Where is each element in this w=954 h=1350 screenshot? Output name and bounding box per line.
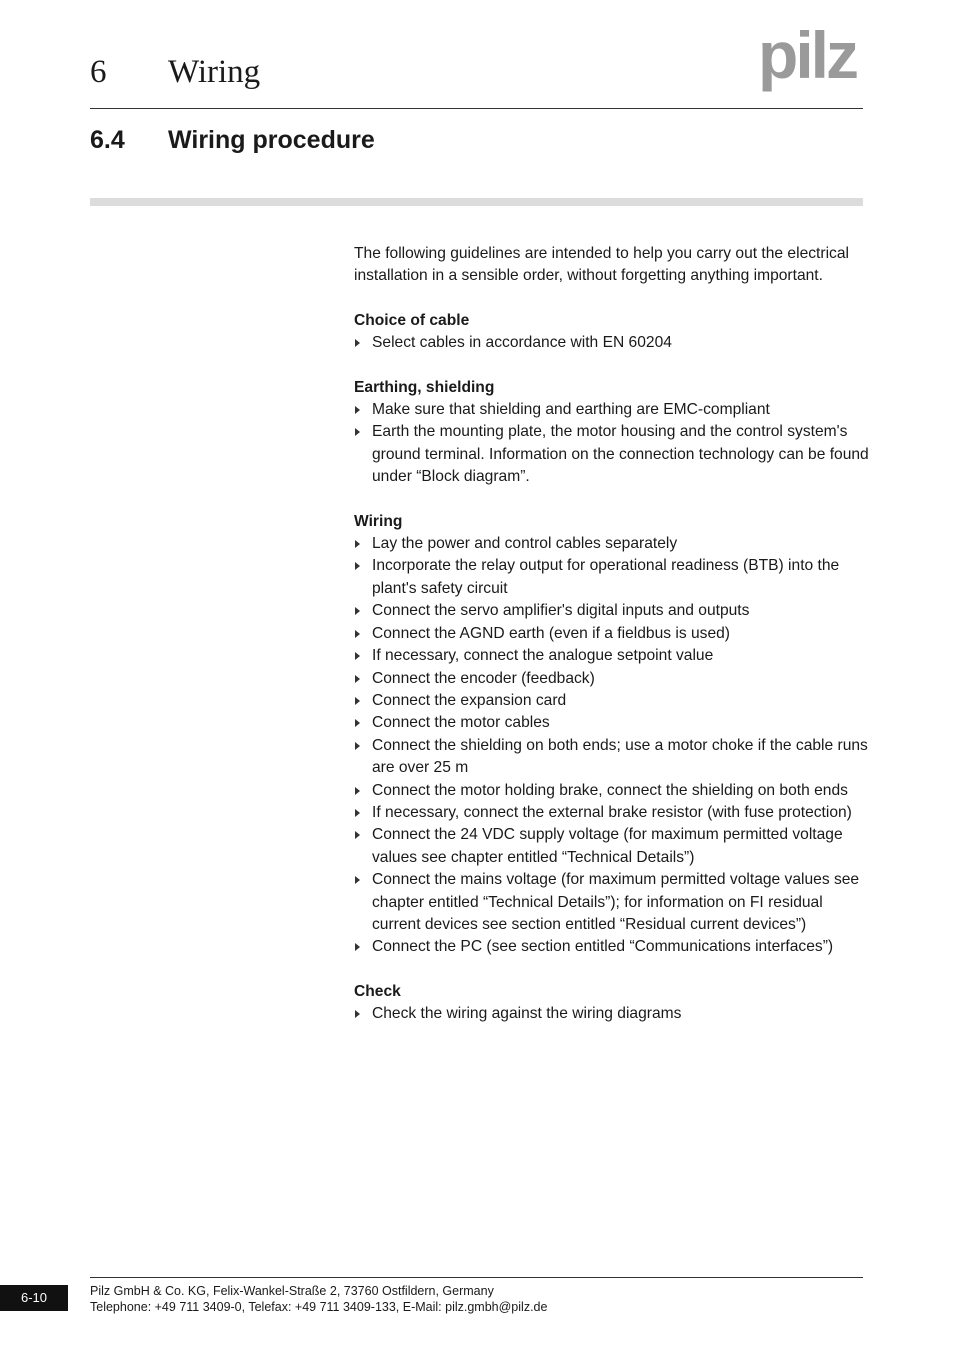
guideline-group <box>354 310 869 355</box>
arrow-bullet-icon <box>355 719 360 727</box>
arrow-bullet-icon <box>355 652 360 660</box>
list-item <box>354 712 869 734</box>
pilz-logo <box>746 26 868 96</box>
arrow-bullet-icon <box>355 540 360 548</box>
chapter-title: Wiring <box>168 54 261 90</box>
list-item-text: Connect the servo amplifier's digital inputs and outputs <box>372 602 750 620</box>
list-item <box>354 824 869 869</box>
list-item <box>354 869 869 936</box>
list-item <box>354 600 869 622</box>
group-heading: Check <box>354 982 401 1000</box>
list-item-text: Connect the expansion card <box>372 691 567 709</box>
arrow-bullet-icon <box>355 428 360 436</box>
list-item <box>354 623 869 645</box>
list-item-text: Connect the AGND earth (even if a fieldbus is used) <box>372 624 730 642</box>
arrow-bullet-icon <box>355 1010 360 1018</box>
section-title: Wiring procedure <box>168 126 375 154</box>
section-number: 6.4 <box>90 126 125 154</box>
list-item <box>354 421 869 488</box>
arrow-bullet-icon <box>355 943 360 951</box>
group-heading: Wiring <box>354 512 403 530</box>
list-item-text: Check the wiring against the wiring diagrams <box>372 1005 682 1023</box>
list-item-text: Connect the encoder (feedback) <box>372 669 595 687</box>
guideline-groups <box>354 310 869 1026</box>
list-item <box>354 1003 869 1025</box>
list-item-text: Select cables in accordance with EN 60204 <box>372 334 672 352</box>
group-heading: Earthing, shielding <box>354 378 495 396</box>
list-item-text: If necessary, connect the external brake resistor (with fuse protection) <box>372 803 852 821</box>
list-item-text: If necessary, connect the analogue setpoint value <box>372 647 714 665</box>
list-item <box>354 690 869 712</box>
bullet-list <box>354 1003 869 1025</box>
list-item-text: Earth the mounting plate, the motor housing and the control system's ground terminal. Information on the connection technology can be found under “Block diagram”. <box>372 423 869 486</box>
list-item <box>354 780 869 802</box>
list-item-text: Connect the mains voltage (for maximum permitted voltage values see chapter entitled “Technical Details”); for information on FI residual current devices see section entitled “Residual current devices”) <box>372 871 860 933</box>
list-item <box>354 645 869 667</box>
arrow-bullet-icon <box>355 742 360 750</box>
bullet-list <box>354 332 869 354</box>
footer-rule <box>90 1277 863 1278</box>
guideline-group <box>354 511 869 959</box>
list-item <box>354 936 869 958</box>
list-item <box>354 735 869 780</box>
arrow-bullet-icon <box>355 562 360 570</box>
list-item-text: Connect the 24 VDC supply voltage (for maximum permitted voltage values see chapter entitled “Technical Details”) <box>372 826 843 866</box>
footer-contact: Telephone: +49 711 3409-0, Telefax: +49 711 3409-133, E-Mail: pilz.gmbh@pilz.de <box>90 1300 548 1314</box>
bullet-list <box>354 533 869 959</box>
list-item <box>354 555 869 600</box>
list-item-text: Incorporate the relay output for operational readiness (BTB) into the plant's safety circuit <box>372 557 840 597</box>
header-rule <box>90 108 863 109</box>
arrow-bullet-icon <box>355 831 360 839</box>
page-number: 6-10 <box>0 1285 68 1311</box>
list-item-text: Connect the PC (see section entitled “Communications interfaces”) <box>372 938 834 956</box>
arrow-bullet-icon <box>355 339 360 347</box>
chapter-number: 6 <box>90 54 107 90</box>
pilz-logo-text: pilz <box>758 26 856 92</box>
arrow-bullet-icon <box>355 675 360 683</box>
intro-paragraph: The following guidelines are intended to help you carry out the electrical installation in a sensible order, without forgetting anything important. <box>354 245 849 285</box>
list-item <box>354 802 869 824</box>
group-heading: Choice of cable <box>354 311 470 329</box>
list-item-text: Connect the motor cables <box>372 714 550 732</box>
arrow-bullet-icon <box>355 406 360 414</box>
arrow-bullet-icon <box>355 630 360 638</box>
arrow-bullet-icon <box>355 876 360 884</box>
list-item <box>354 533 869 555</box>
arrow-bullet-icon <box>355 809 360 817</box>
list-item <box>354 668 869 690</box>
list-item-text: Connect the motor holding brake, connect the shielding on both ends <box>372 781 848 799</box>
list-item-text: Connect the shielding on both ends; use a motor choke if the cable runs are over 25 m <box>372 736 868 777</box>
guideline-group <box>354 981 869 1026</box>
section-divider-bar <box>90 198 863 206</box>
arrow-bullet-icon <box>355 607 360 615</box>
arrow-bullet-icon <box>355 787 360 795</box>
footer-address: Pilz GmbH & Co. KG, Felix-Wankel-Straße 2, 73760 Ostfildern, Germany <box>90 1284 494 1298</box>
arrow-bullet-icon <box>355 697 360 705</box>
list-item <box>354 399 869 421</box>
list-item-text: Lay the power and control cables separately <box>372 535 678 553</box>
content-body <box>354 243 869 1048</box>
guideline-group <box>354 377 869 489</box>
list-item-text: Make sure that shielding and earthing are EMC-compliant <box>372 401 770 419</box>
bullet-list <box>354 399 869 489</box>
list-item <box>354 332 869 354</box>
